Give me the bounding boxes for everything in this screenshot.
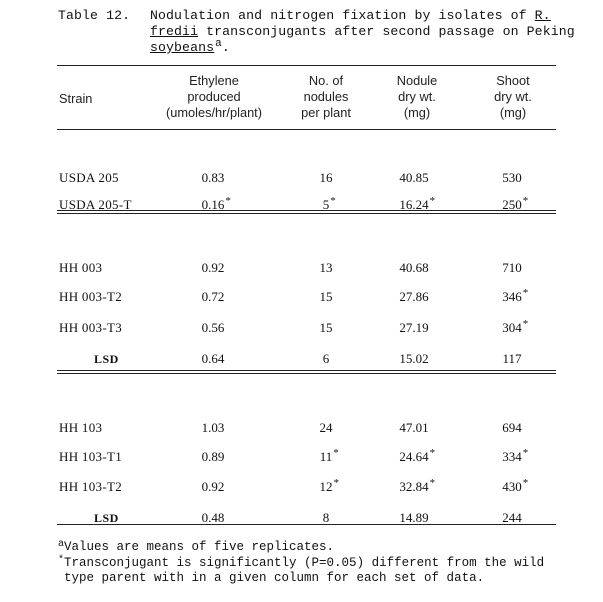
cell-nodules [320,260,333,276]
cell-nodule-wt [399,260,428,276]
strain-name: HH 103-T1 [59,449,122,464]
strain-name: HH 003-T3 [59,320,122,335]
bottom-rule [57,524,556,525]
footnote-text: type parent with in a given column for each set of data. [64,571,485,585]
top-rule [57,65,556,66]
cell-nodule-wt [399,351,428,367]
caption-footnote-mark: a [215,38,222,50]
footnote-mark: * [58,555,65,566]
cell-value: 0.92 [201,260,225,275]
strain-name: HH 003 [59,260,103,275]
caption-last-word: soybeans [150,40,215,55]
header-line: dry wt. [398,89,436,104]
cell-nodule-wt: 16.24 * [399,195,436,212]
cell-value: 12 [319,479,333,494]
cell-shoot-wt [502,420,522,436]
lsd-label: LSD [94,511,119,525]
cell-ethylene [202,170,225,186]
column-header-nodules [286,73,366,121]
caption-text-cont: transconjugants after second passage on Peking [206,24,575,39]
caption-text: Nodulation and nitrogen fixation by isolates of [150,8,527,23]
header-line: nodules [303,89,349,104]
cell-value: 16 [319,170,333,185]
species-name-cont: fredii [150,24,199,39]
cell-shoot-wt [502,351,521,367]
cell-shoot-wt [502,170,522,186]
footnote-a [57,540,334,555]
cell-value: 304 [502,320,522,335]
cell-value: 13 [319,260,333,275]
cell-nodules: 12 * [319,477,339,494]
cell-nodules: 5 * [322,195,336,212]
cell-value: 244 [502,510,522,525]
footnote-mark: a [58,539,65,550]
footnote-line [57,540,334,555]
cell-value: 5 [322,197,330,212]
group-rule-2b [57,373,556,374]
caption-line-1 [58,8,578,24]
cell-ethylene [202,320,225,336]
cell-ethylene [202,420,225,436]
strain-name: USDA 205 [59,170,119,185]
cell-nodules [323,351,330,367]
cell-value: 250 [502,197,522,212]
cell-value: 15 [319,320,333,335]
cell-nodule-wt [399,510,428,526]
header-line: per plant [301,105,351,120]
cell-value: 0.64 [201,351,225,366]
cell-value: 40.68 [399,260,429,275]
header-line: dry wt. [494,89,532,104]
cell-nodules [320,320,333,336]
header-line: Ethylene [189,73,239,88]
cell-value: 24.64 [399,449,429,464]
cell-ethylene [202,260,225,276]
cell-ethylene [202,289,225,305]
cell-nodules [320,420,333,436]
cell-value: 14.89 [399,510,429,525]
cell-value: 0.92 [201,479,225,494]
table-caption [58,8,578,56]
cell-value: 16.24 [399,197,429,212]
caption-end: . [221,40,230,55]
header-line: produced [187,89,241,104]
cell-value: 11 [319,449,333,464]
cell-value: 117 [502,351,522,366]
cell-nodules: 11 * [319,447,339,464]
footnote-significance [57,556,544,586]
cell-ethylene [202,351,225,367]
strain-name: HH 103 [59,420,103,435]
group-rule-1b [57,213,556,214]
footnote-line [57,571,544,586]
cell-value: 8 [322,510,330,525]
cell-nodules [323,510,330,526]
cell-shoot-wt: 346 * [502,287,529,304]
cell-shoot-wt [502,510,522,526]
column-header-strain [59,91,92,107]
header-line: Strain [59,91,93,106]
cell-value: 0.89 [201,449,225,464]
cell-value: 694 [502,420,522,435]
column-header-shoot-weight [478,73,548,121]
header-rule [57,129,556,130]
cell-nodules [320,170,333,186]
cell-value: 710 [502,260,522,275]
header-line: No. of [308,73,344,88]
cell-nodule-wt [399,289,428,305]
strain-name: USDA 205-T [59,197,132,212]
cell-nodule-wt: 24.64 * [399,447,436,464]
cell-value: 530 [502,170,522,185]
strain-name: HH 103-T2 [59,479,122,494]
cell-value: 6 [322,351,330,366]
footnote-text: Transconjugant is significantly (P=0.05) different from the wild [64,556,545,570]
header-line: Shoot [496,73,530,88]
cell-value: 40.85 [399,170,429,185]
cell-value: 32.84 [399,479,429,494]
cell-value: 47.01 [399,420,429,435]
column-header-nodule-weight [382,73,452,121]
cell-nodule-wt [399,320,428,336]
cell-nodule-wt: 32.84 * [399,477,436,494]
group-rule-1 [57,210,556,211]
cell-value: 0.56 [201,320,225,335]
cell-value: 0.83 [201,170,225,185]
cell-value: 430 [502,479,522,494]
header-line: Nodule [396,73,438,88]
lsd-label: LSD [94,352,119,366]
cell-ethylene [202,479,225,495]
cell-shoot-wt [502,260,522,276]
cell-value: 0.72 [201,289,225,304]
cell-value: 0.16 [201,197,225,212]
cell-shoot-wt: 304 * [502,318,529,335]
cell-value: 334 [502,449,522,464]
cell-value: 0.48 [201,510,225,525]
cell-value: 24 [319,420,333,435]
species-name: R. [534,8,551,23]
cell-shoot-wt: 430 * [502,477,529,494]
header-line: (mg) [499,105,527,120]
cell-shoot-wt: 334 * [502,447,529,464]
cell-nodules [320,289,333,305]
cell-shoot-wt: 250 * [502,195,529,212]
header-line: (mg) [403,105,431,120]
cell-value: 27.19 [399,320,429,335]
table-number: Table 12. [58,8,131,23]
footnote-line [57,556,544,571]
cell-ethylene [202,449,225,465]
caption-line-3 [58,40,578,56]
cell-nodule-wt [399,170,428,186]
group-rule-2 [57,370,556,371]
cell-value: 15 [319,289,333,304]
caption-line-2 [58,24,578,40]
cell-ethylene: 0.16 * [201,195,231,212]
strain-name: HH 003-T2 [59,289,122,304]
cell-value: 1.03 [201,420,225,435]
cell-nodule-wt [399,420,428,436]
cell-value: 15.02 [399,351,429,366]
cell-value: 346 [502,289,522,304]
cell-value: 27.86 [399,289,429,304]
column-header-ethylene [148,73,280,121]
footnote-text: Values are means of five replicates. [64,540,335,554]
header-line: (umoles/hr/plant) [165,105,262,120]
cell-ethylene [202,510,225,526]
